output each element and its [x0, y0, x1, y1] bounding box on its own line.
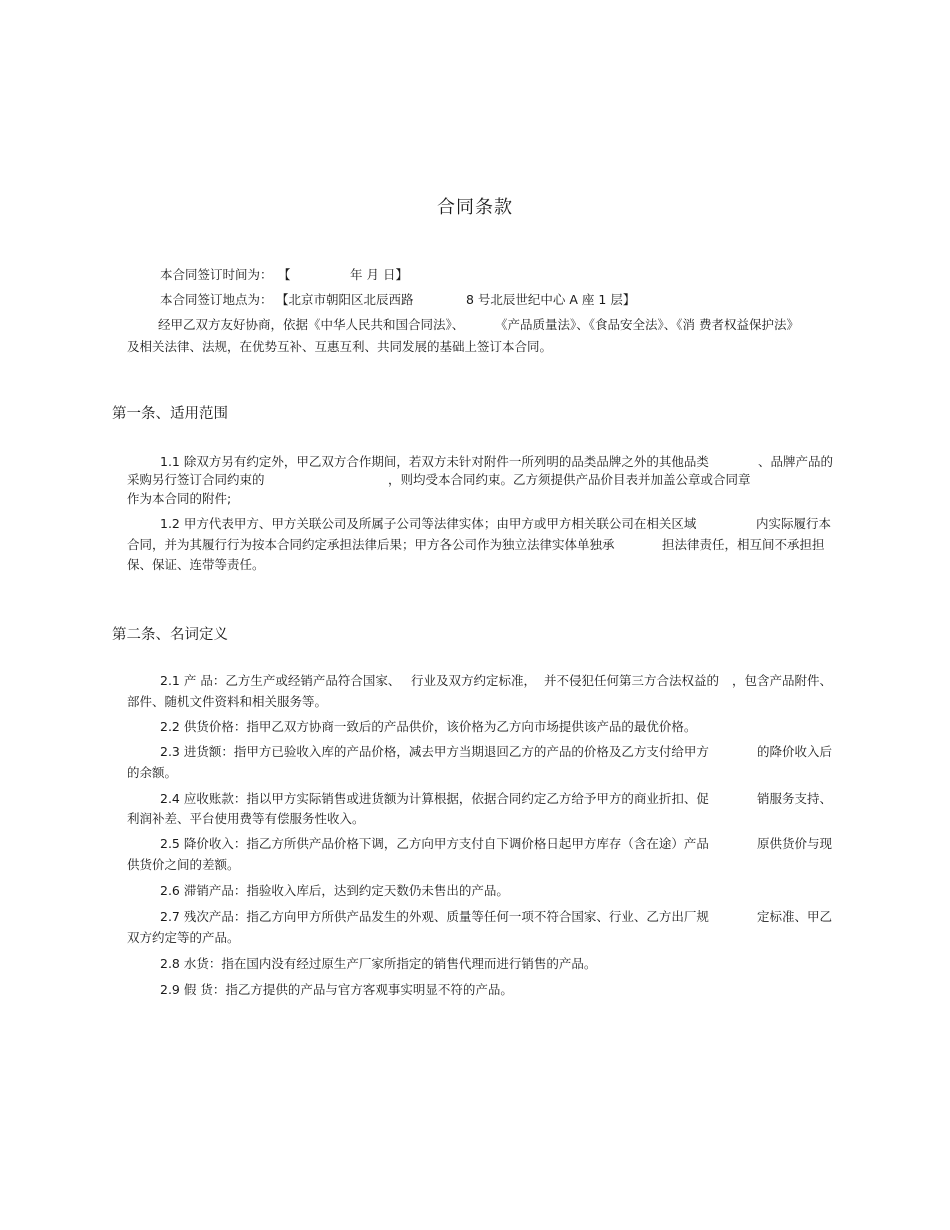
clause-1-2-line3: 保、保证、连带等责任。 [127, 557, 265, 572]
def-2-7-line1b: 定标准、甲乙 [757, 909, 833, 924]
clause-1-2-line2a: 合同，并为其履行行为按本合同约定承担法律后果；甲方各公司作为独立法律实体单独承 [127, 537, 615, 552]
def-2-4-line2: 利润补差、平台使用费等有偿服务性收入。 [127, 811, 365, 826]
def-2-1-line1d: ，包含产品附件、 [732, 673, 833, 688]
def-2-1-line1c: 并不侵犯任何第三方合法权益的 [544, 673, 720, 688]
def-2-3-line1b: 的降价收入后 [757, 744, 833, 759]
def-2-4-line1a: 2.4 应收账款：指以甲方实际销售或进货额为计算根据，依据合同约定乙方给予甲方的商业折扣、促 [160, 791, 709, 806]
clause-1-1-line2b: ，则均受本合同约束。乙方须提供产品价目表并加盖公章或合同章 [388, 472, 751, 487]
clause-1-2-line1a: 1.2 甲方代表甲方、甲方关联公司及所属子公司等法律实体；由甲方或甲方相关联公司在相关区域 [160, 516, 697, 531]
sign-place-label: 本合同签订地点为： [160, 292, 273, 307]
clause-1-2-line2b: 担法律责任，相互间不承担担 [662, 537, 825, 552]
clause-1-1-line2a: 采购另行签订合同约束的 [127, 472, 265, 487]
clause-1-1-line1b: 、品牌产品的 [758, 454, 834, 469]
section1-heading: 第一条、适用范围 [112, 406, 228, 422]
sign-place-part-a: 【北京市朝阳区北辰西路 [276, 292, 414, 307]
sign-place-part-b: 8 号北辰世纪中心 A 座 1 层】 [466, 292, 636, 307]
sign-time-date: 年 月 日】 [350, 267, 408, 282]
def-2-9: 2.9 假 货：指乙方提供的产品与官方客观事实明显不符的产品。 [160, 982, 513, 997]
def-2-4-line1b: 销服务支持、 [757, 791, 833, 806]
def-2-5-line1b: 原供货价与现 [757, 836, 833, 851]
section2-heading: 第二条、名词定义 [112, 627, 228, 643]
def-2-7-line2: 双方约定等的产品。 [127, 930, 240, 945]
def-2-1-line2: 部件、随机文件资料和相关服务等。 [127, 694, 328, 709]
def-2-5-line2: 供货价之间的差额。 [127, 857, 240, 872]
intro-para-line2: 及相关法律、法规，在优势互补、互惠互利、共同发展的基础上签订本合同。 [127, 339, 553, 354]
def-2-2: 2.2 供货价格：指甲乙双方协商一致后的产品供价，该价格为乙方向市场提供该产品的最优价格。 [160, 719, 697, 734]
def-2-7-line1a: 2.7 残次产品：指乙方向甲方所供产品发生的外观、质量等任何一项不符合国家、行业、乙方出厂规 [160, 909, 709, 924]
page-title: 合同条款 [437, 197, 513, 218]
clause-1-1-line1a: 1.1 除双方另有约定外，甲乙双方合作期间，若双方未针对附件一所列明的品类品牌之外的其他品类 [160, 454, 709, 469]
sign-time-bracket: 【 [278, 267, 291, 282]
clause-1-2-line1b: 内实际履行本 [756, 516, 832, 531]
def-2-5-line1a: 2.5 降价收入：指乙方所供产品价格下调，乙方向甲方支付自下调价格日起甲方库存（含在途）产品 [160, 836, 709, 851]
intro-para-line1b: 《产品质量法》、《食品安全法》、《消 费者权益保护法》 [495, 317, 799, 332]
def-2-1-line1b: 行业及双方约定标准， [411, 673, 537, 688]
def-2-3-line2: 的余额。 [127, 765, 178, 780]
def-2-6: 2.6 滞销产品：指验收入库后，达到约定天数仍未售出的产品。 [160, 883, 509, 898]
def-2-1-line1a: 2.1 产 品：乙方生产或经销产品符合国家、 [160, 673, 401, 688]
def-2-8: 2.8 水货：指在国内没有经过原生产厂家所指定的销售代理而进行销售的产品。 [160, 956, 597, 971]
clause-1-1-line3: 作为本合同的附件; [127, 491, 232, 506]
intro-para-line1a: 经甲乙双方友好协商，依据《中华人民共和国合同法》、 [158, 317, 465, 332]
def-2-3-line1a: 2.3 进货额：指甲方已验收入库的产品价格，减去甲方当期退回乙方的产品的价格及乙方支付给甲方 [160, 744, 709, 759]
sign-time-label: 本合同签订时间为： [160, 267, 273, 282]
